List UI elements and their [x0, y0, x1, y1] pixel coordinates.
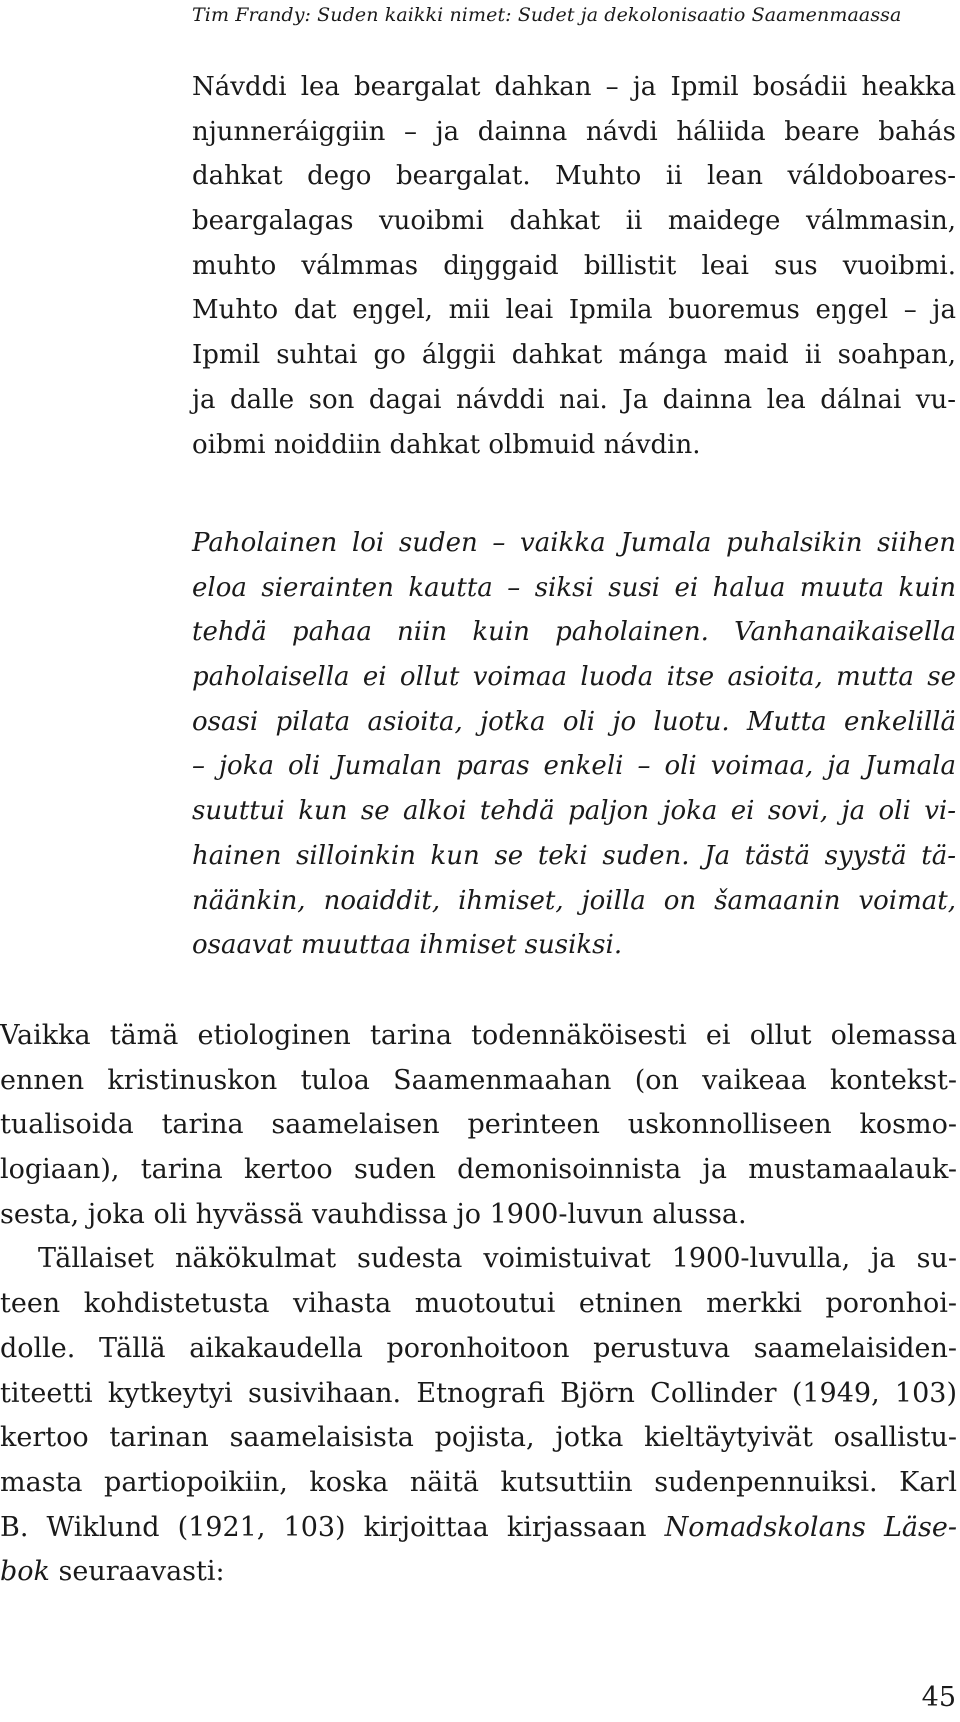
sami-quote-line: oibmi noiddiin dahkat olbmuid návdin.	[192, 429, 701, 460]
body-text-run: B. Wiklund (1921, 103) kirjoittaa kirjassaan	[0, 1511, 665, 1543]
book-title: Nomadskolans Läse-	[664, 1511, 957, 1543]
body-line: tualisoida tarina saamelaisen perinteen uskonnolliseen kosmo-	[0, 1109, 957, 1141]
paragraph-1	[0, 1014, 957, 1237]
finnish-quote-line: tehdä pahaa niin kuin paholainen. Vanhanaikaisella	[192, 617, 956, 648]
sami-quote-line: dahkat dego beargalat. Muhto ii lean váldoboares-	[192, 161, 956, 192]
book-title-continued: bok	[0, 1556, 50, 1588]
sami-quote-line: muhto válmmas diŋggaid billistit leai sus vuoibmi.	[192, 250, 956, 281]
finnish-quote-line: Paholainen loi suden – vaikka Jumala puhalsikin siihen	[192, 528, 956, 558]
sami-quote-line: ja dalle son dagai návddi nai. Ja dainna lea dálnai vu-	[192, 384, 956, 415]
finnish-quote-line: näänkin, noaiddit, ihmiset, joilla on šamaanin voimat,	[192, 885, 956, 916]
page-number: 45	[921, 1682, 956, 1713]
body-line: Tällaiset näkökulmat sudesta voimistuivat 1900-luvulla, ja su-	[38, 1243, 957, 1275]
finnish-translation-block	[192, 521, 956, 968]
sami-quote-line: beargalagas vuoibmi dahkat ii maidege válmmasin,	[192, 206, 956, 237]
sami-quote-line: Muhto dat eŋgel, mii leai Ipmila buoremus eŋgel – ja	[192, 295, 956, 326]
body-text-run: seuraavasti:	[49, 1556, 225, 1588]
finnish-quote-line: suuttui kun se alkoi tehdä paljon joka ei sovi, ja oli vi-	[192, 796, 956, 827]
body-line: masta partiopoikiin, koska näitä kutsuttiin sudenpennuiksi. Karl	[0, 1466, 957, 1498]
body-line: Vaikka tämä etiologinen tarina todennäköisesti ei ollut olemassa	[0, 1020, 957, 1051]
finnish-quote-line: eloa sierainten kautta – siksi susi ei halua muuta kuin	[192, 572, 956, 603]
sami-quote-line: Návddi lea beargalat dahkan – ja Ipmil bosádii heakka	[192, 72, 956, 102]
running-header: Tim Frandy: Suden kaikki nimet: Sudet ja dekolonisaatio Saamenmaassa	[192, 4, 902, 26]
body-line: titeetti kytkeytyi susivihaan. Etnografi Björn Collinder (1949, 103)	[0, 1377, 957, 1409]
paragraph-2	[0, 1237, 957, 1595]
finnish-quote-line: osaavat muuttaa ihmiset susiksi.	[192, 930, 623, 961]
finnish-quote-line: – joka oli Jumalan paras enkeli – oli voimaa, ja Jumala	[192, 751, 956, 782]
body-text	[0, 1014, 957, 1595]
sami-quote-line: njunneráiggiin – ja dainna návdi háliida beare bahás	[192, 116, 956, 147]
body-line	[0, 1506, 957, 1551]
body-line	[0, 1550, 957, 1595]
finnish-quote-line: hainen silloinkin kun se teki suden. Ja tästä syystä tä-	[192, 840, 956, 871]
sami-quote-line: Ipmil suhtai go álggii dahkat mánga maid ii soahpan,	[192, 340, 956, 371]
finnish-quote-line: osasi pilata asioita, jotka oli jo luotu. Mutta enkelillä	[192, 706, 956, 737]
body-line: dolle. Tällä aikakaudella poronhoitoon perustuva saamelaisiden-	[0, 1332, 957, 1364]
sami-quote-block	[192, 65, 956, 467]
body-line: ennen kristinuskon tuloa Saamenmaahan (on vaikeaa kontekst-	[0, 1064, 957, 1096]
body-line: sesta, joka oli hyvässä vauhdissa jo 1900-luvun alussa.	[0, 1198, 747, 1230]
body-line: logiaan), tarina kertoo suden demonisoinnista ja mustamaalauk-	[0, 1154, 957, 1186]
body-line: kertoo tarinan saamelaisista pojista, jotka kieltäytyivät osallistu-	[0, 1422, 957, 1454]
finnish-quote-line: paholaisella ei ollut voimaa luoda itse asioita, mutta se	[192, 662, 956, 693]
body-line: teen kohdistetusta vihasta muotoutui etninen merkki poronhoi-	[0, 1288, 957, 1320]
